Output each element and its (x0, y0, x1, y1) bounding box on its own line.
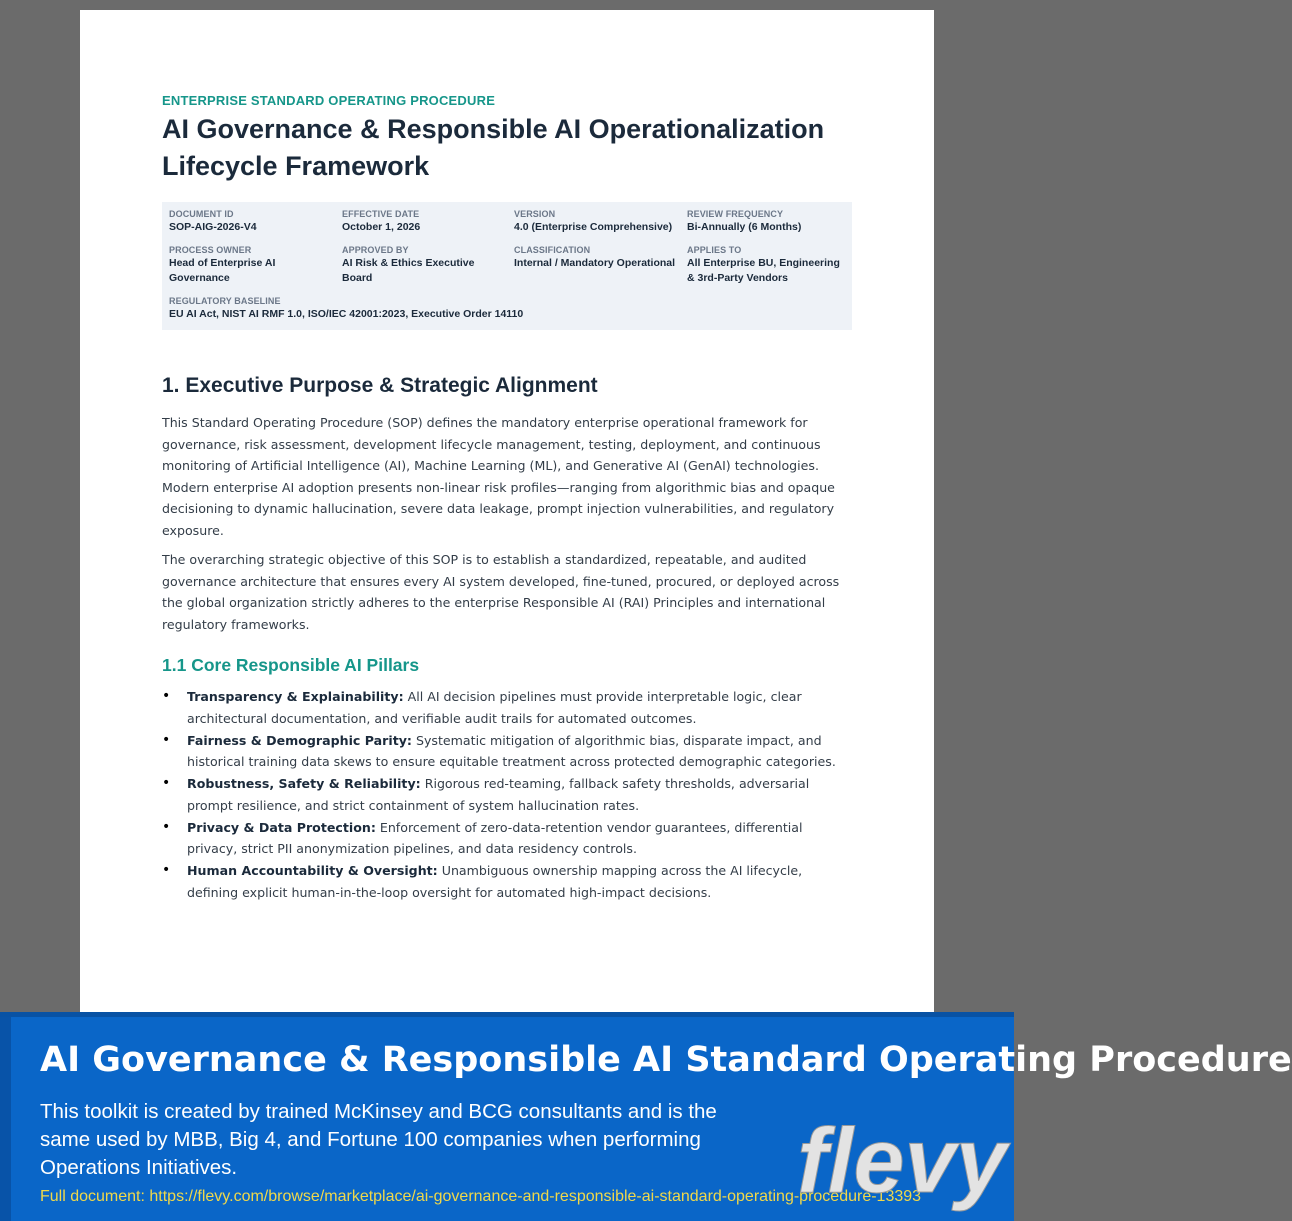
list-item (162, 860, 852, 903)
document-title: AI Governance & Responsible AI Operationalization Lifecycle Framework (162, 114, 825, 181)
list-item (162, 686, 852, 729)
meta-value: Head of Enterprise AI Governance (169, 256, 276, 284)
body-paragraph: The overarching strategic objective of this SOP is to establish a standardized, repeatable, and audited governance architecture that ensures every AI system developed, fine-tuned, procured, or deployed across the global organization strictly adheres to the enterprise Responsible AI (RAI) Principles and international regulatory frameworks. (162, 552, 840, 632)
meta-label: APPROVED BY (342, 244, 409, 255)
document-page (80, 10, 934, 1020)
list-item (162, 773, 852, 816)
pillar-text: Unambiguous ownership mapping across the AI lifecycle, defining explicit human-in-the-loop oversight for automated high-impact decisions. (187, 863, 803, 900)
banner-title: AI Governance & Responsible AI Standard Operating Procedure (40, 1040, 1292, 1080)
meta-label: VERSION (514, 209, 556, 219)
list-item (162, 817, 852, 860)
meta-value: October 1, 2026 (342, 221, 421, 233)
meta-label: REVIEW FREQUENCY (687, 209, 784, 219)
banner-description: This toolkit is created by trained McKinsey and BCG consultants and is the same used by MBB, Big 4, and Fortune 100 companies when performing Operations Initiatives. (40, 1100, 717, 1179)
flevy-logo[interactable] (797, 1108, 1007, 1212)
bullet-icon: • (162, 775, 171, 791)
pillar-term: Fairness & Demographic Parity: (187, 732, 412, 748)
banner-left-stripe (0, 1017, 11, 1221)
metadata-table (162, 202, 852, 330)
meta-document-id (169, 208, 342, 244)
document-link[interactable]: Full document: https://flevy.com/browse/marketplace/ai-governance-and-responsible-ai-standard-operating-procedure-13393 (40, 1188, 922, 1205)
meta-value: Bi-Annually (6 Months) (687, 221, 802, 233)
pillar-text: Systematic mitigation of algorithmic bias, disparate impact, and historical training data skews to ensure equitable treatment across protected demographic categories. (187, 732, 836, 769)
promo-banner (0, 1012, 1292, 1221)
meta-value: 4.0 (Enterprise Comprehensive) (514, 221, 673, 233)
meta-classification (514, 244, 687, 295)
meta-value: AI Risk & Ethics Executive Board (342, 256, 475, 284)
bullet-icon: • (162, 862, 171, 878)
bullet-icon: • (162, 818, 171, 835)
flevy-logo-text: flevy (797, 1110, 1007, 1212)
meta-label: PROCESS OWNER (169, 244, 252, 255)
pillar-text: Rigorous red-teaming, fallback safety thresholds, adversarial prompt resilience, and strict containment of system hallucination rates. (187, 776, 810, 813)
meta-label: DOCUMENT ID (169, 209, 234, 219)
list-item (162, 730, 852, 773)
meta-applies-to (687, 244, 852, 295)
meta-approved-by (342, 244, 514, 295)
meta-label: CLASSIFICATION (514, 244, 591, 255)
body-paragraph: This Standard Operating Procedure (SOP) defines the mandatory enterprise operational framework for governance, risk assessment, development lifecycle management, testing, deployment, and continuous monitoring of Artificial Intelligence (AI), Machine Learning (ML), and Generative AI (GenAI) technologies. Modern enterprise AI adoption presents non-linear risk profiles—ranging from algorithmic bias and opaque decisioning to dynamic hallucination, severe data leakage, prompt injection vulnerabilities, and regulatory exposure. (162, 415, 835, 538)
meta-label: REGULATORY BASELINE (169, 295, 281, 306)
meta-process-owner (169, 244, 342, 295)
pillar-text: Enforcement of zero-data-retention vendor guarantees, differential privacy, strict PII anonymization pipelines, and data residency controls. (187, 819, 803, 856)
bullet-icon: • (162, 731, 171, 748)
pillars-list (162, 686, 852, 903)
meta-regulatory-baseline (169, 295, 852, 323)
bullet-icon: • (162, 688, 171, 704)
meta-label: EFFECTIVE DATE (342, 209, 420, 219)
meta-version (514, 208, 687, 244)
pillar-term: Transparency & Explainability: (187, 689, 404, 704)
document-eyebrow: ENTERPRISE STANDARD OPERATING PROCEDURE (162, 93, 496, 108)
subsection-heading: 1.1 Core Responsible AI Pillars (162, 655, 420, 675)
meta-value: SOP-AIG-2026-V4 (169, 221, 257, 233)
meta-value: Internal / Mandatory Operational (514, 256, 676, 269)
section-heading: 1. Executive Purpose & Strategic Alignment (162, 374, 598, 397)
document-content (162, 93, 852, 904)
meta-value: All Enterprise BU, Engineering & 3rd-Party Vendors (687, 256, 840, 284)
pillar-term: Robustness, Safety & Reliability: (187, 776, 421, 791)
meta-effective-date (342, 208, 514, 244)
meta-label: APPLIES TO (687, 244, 742, 255)
meta-value: EU AI Act, NIST AI RMF 1.0, ISO/IEC 42001:2023, Executive Order 14110 (169, 307, 524, 320)
pillar-term: Privacy & Data Protection: (187, 819, 376, 835)
meta-review-frequency (687, 208, 852, 244)
banner-top-edge (0, 1012, 1014, 1017)
pillar-text: All AI decision pipelines must provide interpretable logic, clear architectural documentation, and verifiable audit trails for automated outcomes. (187, 689, 802, 726)
pillar-term: Human Accountability & Oversight: (187, 863, 438, 878)
